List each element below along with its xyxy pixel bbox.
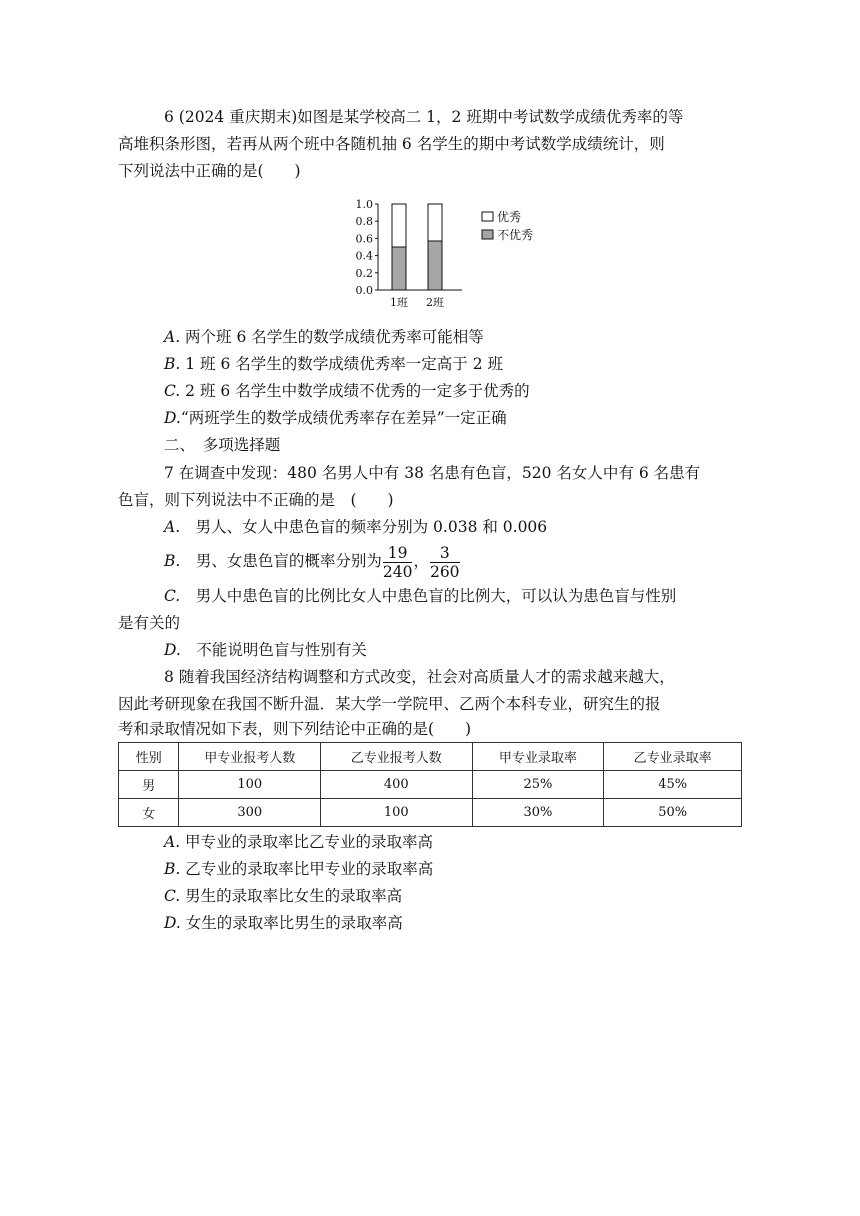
option-text: 不能说明色盲与性别有关 (180, 641, 367, 659)
y-tick-label: 0.0 (355, 284, 373, 297)
bar-segment (428, 204, 442, 241)
fraction-denominator: 240 (382, 562, 413, 581)
option-letter: D. (164, 641, 181, 659)
table-cell: 100 (321, 799, 472, 827)
option-text: 两个班 6 名学生的数学成绩优秀率可能相等 (180, 328, 484, 346)
fraction-numerator: 19 (383, 544, 413, 563)
q7-option-c-cont: 是有关的 (118, 614, 181, 632)
table-header: 甲专业报考人数 (179, 743, 321, 771)
table-cell: 30% (472, 799, 604, 827)
q8-option-a (164, 829, 433, 855)
y-tick-label: 0.2 (355, 266, 373, 280)
table-header: 甲专业录取率 (472, 743, 604, 771)
option-text: 2 班 6 名学生中数学成绩不优秀的一定多于优秀的 (180, 382, 530, 400)
table-header-row (119, 743, 742, 771)
option-letter: D. (164, 914, 181, 932)
admission-table (118, 742, 742, 827)
table-header: 性别 (119, 743, 179, 771)
q8-option-c (164, 883, 402, 909)
option-letter: D. (164, 409, 181, 427)
option-text: 乙专业的录取率比甲专业的录取率高 (180, 860, 434, 878)
x-tick-label: 1班 (390, 296, 408, 309)
legend-swatch (482, 230, 493, 239)
q6-line-2: 高堆积条形图，若再从两个班中各随机抽 6 名学生的期中考试数学成绩统计，则 (118, 135, 665, 153)
q7-option-a (164, 514, 547, 540)
chart-svg (340, 194, 560, 314)
q8-line-2: 因此考研现象在我国不断升温．某大学一学院甲、乙两个本科专业，研究生的报 (118, 695, 661, 713)
option-text: 1 班 6 名学生的数学成绩优秀率一定高于 2 班 (180, 355, 503, 373)
q7-line-1: 7 在调查中发现：480 名男人中有 38 名患有色盲，520 名女人中有 6 名患有 (164, 464, 701, 482)
fraction-3-260 (430, 544, 460, 581)
y-tick-label: 0.4 (355, 249, 373, 263)
section-heading: 二、 多项选择题 (164, 436, 281, 454)
bar-segment (428, 241, 442, 290)
table-cell: 25% (472, 771, 604, 799)
stacked-bar-chart (340, 194, 560, 314)
option-letter: C. (164, 382, 181, 400)
option-letter: A. (164, 518, 181, 536)
option-letter: B. (164, 860, 181, 878)
q6-option-d (164, 405, 507, 431)
table-header: 乙专业报考人数 (321, 743, 472, 771)
table-cell: 400 (321, 771, 472, 799)
table-cell: 男 (119, 771, 179, 799)
option-letter: A. (164, 328, 181, 346)
legend-swatch (482, 212, 493, 221)
option-text: 甲专业的录取率比乙专业的录取率高 (180, 833, 434, 851)
q8-line-3: 考和录取情况如下表，则下列结论中正确的是( ) (118, 720, 472, 738)
q7-line-2: 色盲，则下列说法中不正确的是 ( ) (118, 491, 394, 509)
option-letter: C. (164, 887, 181, 905)
table-cell: 50% (604, 799, 742, 827)
option-letter: C. (164, 587, 181, 605)
table-cell: 45% (604, 771, 742, 799)
option-text: 男生的录取率比女生的录取率高 (180, 887, 403, 905)
table-row (119, 799, 742, 827)
table-cell: 300 (179, 799, 321, 827)
option-text: 男人中患色盲的比例比女人中患色盲的比例大，可以认为患色盲与性别 (180, 587, 677, 605)
q8-option-b (164, 856, 433, 882)
option-text: 男人、女人中患色盲的频率分别为 0.038 和 0.006 (180, 518, 548, 536)
table-row (119, 771, 742, 799)
y-tick-label: 0.6 (355, 232, 373, 246)
q7-option-b (164, 541, 461, 581)
bar-segment (392, 204, 406, 247)
y-tick-label: 1.0 (355, 198, 373, 211)
q8-option-d (164, 910, 403, 936)
option-text: 女生的录取率比男生的录取率高 (180, 914, 403, 932)
table-cell: 女 (119, 799, 179, 827)
option-letter: B. (164, 552, 181, 570)
q8-line-1: 8 随着我国经济结构调整和方式改变，社会对高质量人才的需求越来越大， (164, 668, 675, 686)
q6-option-a (164, 324, 484, 350)
fraction-separator: ， (413, 552, 429, 570)
fraction-numerator: 3 (430, 544, 460, 563)
legend-label: 不优秀 (497, 228, 534, 242)
bar-segment (392, 247, 406, 290)
y-tick-label: 0.8 (355, 215, 373, 229)
option-letter: A. (164, 833, 181, 851)
q7-option-c (164, 583, 676, 609)
fraction-19-240 (383, 544, 413, 581)
fraction-denominator: 260 (429, 562, 460, 581)
table-cell: 100 (179, 771, 321, 799)
option-letter: B. (164, 355, 181, 373)
q7-option-d (164, 637, 367, 663)
q6-option-b (164, 351, 503, 377)
table-header: 乙专业录取率 (604, 743, 742, 771)
q6-line-1: 6 (2024 重庆期末)如图是某学校高二 1，2 班期中考试数学成绩优秀率的等 (164, 108, 684, 126)
legend-label: 优秀 (497, 210, 522, 224)
q6-line-3: 下列说法中正确的是( ) (118, 162, 301, 180)
x-tick-label: 2班 (426, 296, 444, 309)
option-text: “两班学生的数学成绩优秀率存在差异”一定正确 (180, 409, 507, 427)
q6-option-c (164, 378, 530, 404)
option-text: 男、女患色盲的概率分别为 (180, 552, 382, 570)
